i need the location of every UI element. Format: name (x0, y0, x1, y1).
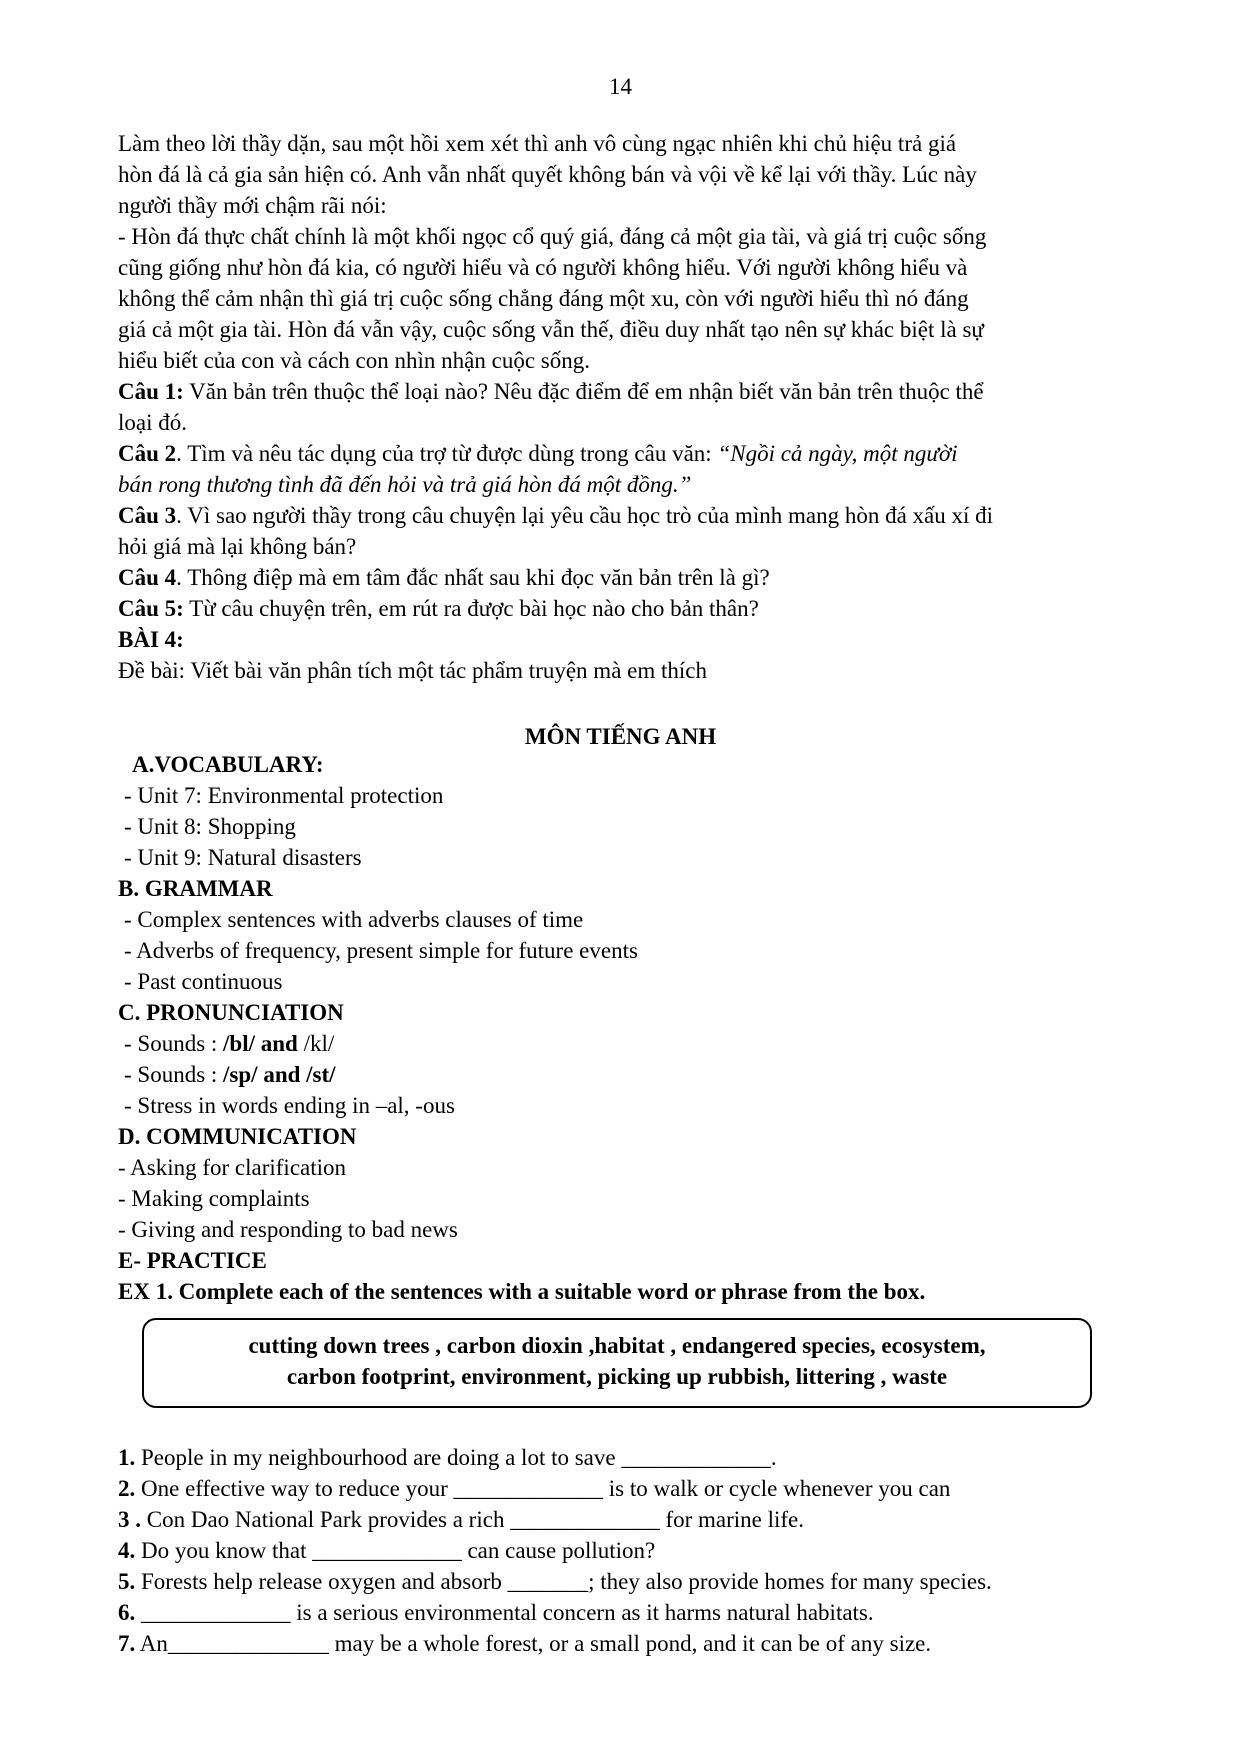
question-2-cont (118, 469, 1168, 500)
exercise-1-sentences (118, 1442, 1168, 1659)
question-text: Văn bản trên thuộc thể loại nào? Nêu đặc điểm để em nhận biết văn bản trên thuộc thể (183, 379, 984, 404)
vocab-item: - Unit 7: Environmental protection (124, 783, 444, 808)
question-text: . Vì sao người thầy trong câu chuyện lại yêu cầu học trò của mình mang hòn đá xấu xí đi (176, 503, 994, 528)
vocab-heading (118, 749, 1168, 780)
communication-item: - Giving and responding to bad news (118, 1217, 458, 1242)
sentence-text: _____________ is a serious environmental concern as it harms natural habitats. (135, 1600, 874, 1625)
pron-rest: /kl/ (297, 1031, 335, 1056)
question-text: Từ câu chuyện trên, em rút ra được bài học nào cho bản thân? (183, 596, 759, 621)
question-text: . Tìm và nêu tác dụng của trợ từ được dùng trong câu văn: (176, 441, 718, 466)
question-label: Câu 1: (118, 379, 184, 404)
sentence-number: 5. (118, 1569, 136, 1594)
vocab-item: - Unit 9: Natural disasters (124, 845, 362, 870)
literature-section (118, 128, 1168, 686)
word-box-line: cutting down trees , carbon dioxin ,habitat , endangered species, ecosystem, (248, 1333, 986, 1358)
question-quote: “Ngồi cả ngày, một người (717, 441, 958, 466)
communication-item: - Asking for clarification (118, 1155, 347, 1180)
sentence-number: 3 . (118, 1507, 141, 1532)
question-label: Câu 4 (118, 565, 177, 590)
english-section-title: MÔN TIẾNG ANH (524, 724, 717, 749)
communication-heading (118, 1121, 1168, 1152)
sentence-text: Do you know that _____________ can cause pollution? (135, 1538, 656, 1563)
grammar-heading-text: B. GRAMMAR (118, 876, 273, 901)
question-1 (118, 376, 1168, 407)
sentence-number: 2. (118, 1476, 136, 1501)
sentence-text: Forests help release oxygen and absorb _______; they also provide homes for many species. (135, 1569, 992, 1594)
vocab-item: - Unit 8: Shopping (124, 814, 296, 839)
story-line: - Hòn đá thực chất chính là một khối ngọc cổ quý giá, đáng cả một gia tài, và giá trị cuộc sống (118, 224, 987, 249)
exercise-sentence (118, 1628, 1168, 1659)
grammar-heading (118, 873, 1168, 904)
page-number: 14 (609, 74, 632, 99)
grammar-item: - Past continuous (124, 969, 283, 994)
story-line: hòn đá là cả gia sản hiện có. Anh vẫn nhất quyết không bán và vội về kể lại với thầy. Lúc này (118, 162, 977, 187)
exercise-sentence (118, 1566, 1168, 1597)
pronunciation-item: - Stress in words ending in –al, -ous (124, 1093, 455, 1118)
story-line: Làm theo lời thầy dặn, sau một hồi xem xét thì anh vô cùng ngạc nhiên khi chủ hiệu trả giá (118, 131, 957, 156)
sentence-number: 4. (118, 1538, 136, 1563)
grammar-item: - Complex sentences with adverbs clauses of time (124, 907, 584, 932)
bai4-heading (118, 624, 1168, 655)
communication-item: - Making complaints (118, 1186, 310, 1211)
question-label: Câu 2 (118, 441, 177, 466)
sentence-number: 7. (118, 1631, 136, 1656)
exercise-sentence (118, 1597, 1168, 1628)
exercise-sentence (118, 1504, 1168, 1535)
sentence-text: An______________ may be a whole forest, or a small pond, and it can be of any size. (135, 1631, 932, 1656)
pronunciation-heading-text: C. PRONUNCIATION (118, 1000, 344, 1025)
pron-bold: /bl/ and (223, 1031, 298, 1056)
pron-prefix: - Sounds : (124, 1062, 224, 1087)
word-box (142, 1318, 1092, 1408)
story-line: không thể cảm nhận thì giá trị cuộc sống chẳng đáng một xu, còn với người hiểu thì nó đáng (118, 286, 969, 311)
story-line: người thầy mới chậm rãi nói: (118, 193, 387, 218)
sentence-text: Con Dao National Park provides a rich _____________ for marine life. (141, 1507, 805, 1532)
sentence-number: 6. (118, 1600, 136, 1625)
question-quote: bán rong thương tình đã đến hỏi và trả giá hòn đá một đồng.” (118, 472, 692, 497)
sentence-text: One effective way to reduce your _____________ is to walk or cycle whenever you can (135, 1476, 951, 1501)
question-label: Câu 5: (118, 596, 184, 621)
question-4 (118, 562, 1168, 593)
vocab-heading-text: A.VOCABULARY: (132, 752, 324, 777)
question-label: Câu 3 (118, 503, 177, 528)
question-3-cont: hỏi giá mà lại không bán? (118, 534, 357, 559)
bai4-prompt: Đề bài: Viết bài văn phân tích một tác phẩm truyện mà em thích (118, 658, 707, 683)
story-line: cũng giống như hòn đá kia, có người hiểu và có người không hiểu. Với người không hiểu và (118, 255, 968, 280)
pron-prefix: - Sounds : (124, 1031, 224, 1056)
sentence-number: 1. (118, 1445, 136, 1470)
pronunciation-item (118, 1028, 1168, 1059)
pronunciation-heading (118, 997, 1168, 1028)
communication-heading-text: D. COMMUNICATION (118, 1124, 357, 1149)
question-3 (118, 500, 1168, 531)
exercise-sentence (118, 1535, 1168, 1566)
exercise-1-heading (118, 1276, 1168, 1307)
sentence-text: People in my neighbourhood are doing a lot to save _____________. (135, 1445, 777, 1470)
exercise-1-heading-text: EX 1. Complete each of the sentences with a suitable word or phrase from the box. (118, 1279, 926, 1304)
story-line: giá cả một gia tài. Hòn đá vẫn vậy, cuộc sống vẫn thế, điều duy nhất tạo nên sự khác biệt là sự (118, 317, 984, 342)
question-2 (118, 438, 1168, 469)
question-text: . Thông điệp mà em tâm đắc nhất sau khi đọc văn bản trên là gì? (176, 565, 770, 590)
story-line: hiểu biết của con và cách con nhìn nhận cuộc sống. (118, 348, 590, 373)
english-outline (118, 749, 1168, 1307)
exercise-sentence (118, 1442, 1168, 1473)
exercise-sentence (118, 1473, 1168, 1504)
pron-bold: /sp/ and /st/ (223, 1062, 336, 1087)
bai4-label: BÀI 4: (118, 627, 184, 652)
question-1-cont: loại đó. (118, 410, 187, 435)
practice-heading (118, 1245, 1168, 1276)
question-5 (118, 593, 1168, 624)
word-box-line: carbon footprint, environment, picking up rubbish, littering , waste (286, 1364, 948, 1389)
pronunciation-item (118, 1059, 1168, 1090)
practice-heading-text: E- PRACTICE (118, 1248, 267, 1273)
grammar-item: - Adverbs of frequency, present simple for future events (124, 938, 638, 963)
